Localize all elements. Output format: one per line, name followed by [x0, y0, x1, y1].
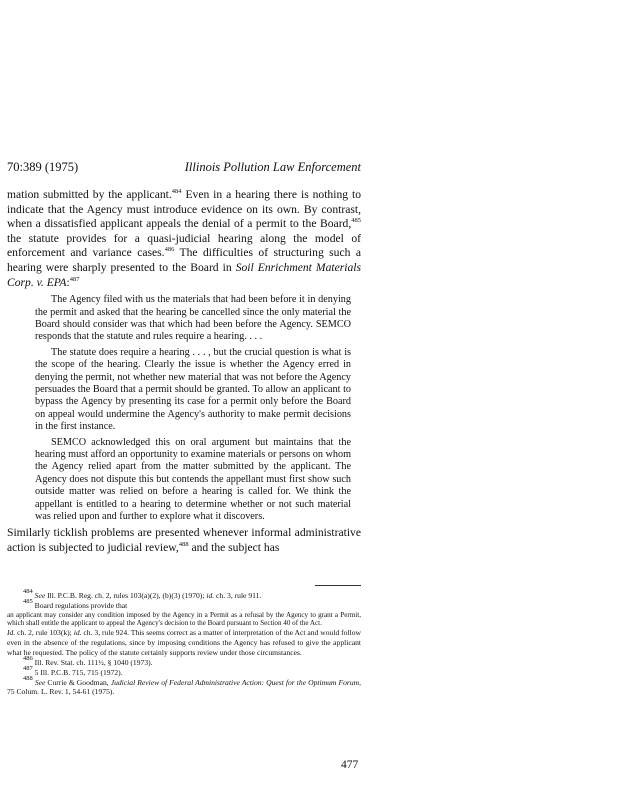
page-number: 477 — [341, 759, 359, 771]
quote-paragraph-2: The statute does require a hearing . . . , but the crucial question is what is the scope of the hearing. Clearly the issue is whether the Agency erred in denying the permit, not whether new material that was not before the Agency persuades the Board that a permit should be granted. To allow an applicant to bypass the Agency by presenting its case for a permit only before the Board on appeal would undermine the Agency's authority to make permit decisions in the first instance. — [35, 346, 351, 433]
footnote-488: $^{488}$ See Currie & Goodman, Judicial Review of Federal Administrative Action: Quest for the Optimum Forum, 75 Colum. L. Rev. 1, 54-61 (1975). — [7, 674, 362, 697]
paragraph-1: mation submitted by the applicant.$^{484}$ Even in a hearing there is nothing to indicate that the Agency must introduce evidence on its own. By contrast, when a dissatisfied applicant appeals the denial of a permit to the Board,$^{485}$ the statute provides for a quasi-judicial hearing along the model of enforcement and variance cases.$^{486}$ The difficulties of structuring such a hearing were sharply presented to the Board in Soil Enrichment Materials Corp. v. EPA:$^{487}$ — [7, 188, 361, 289]
footnote-485: $^{485}$ Board regulations provide that — [23, 597, 128, 610]
footnote-ref: 485 — [351, 217, 361, 225]
citation-header: 70:389 (1975) — [7, 160, 79, 174]
main-text — [7, 188, 361, 556]
footnote-485-continued: Id. ch. 2, rule 103(k); id. ch. 3, rule 924. This seems correct as a matter of interpretation of the Act and would follow even in the absence of the regulations, since by imposing conditions the Agency has refused to give the applicant what he requested. The policy of the statute certainly supports review under those circumstances. — [7, 628, 361, 657]
block-quote — [35, 294, 351, 523]
footnote-divider — [315, 585, 361, 586]
footnote-485-quote: an applicant may consider any condition imposed by the Agency in a Permit as a refusal by the Agency to grant a Permit, which shall entitle the applicant to appeal the Agency's decision to the Board pursuant to Section 40 of the Act. — [7, 610, 361, 628]
case-name: Soil Enrichment Materials Corp. v. EPA — [7, 260, 361, 289]
footnote-ref: 488 — [178, 541, 189, 549]
running-header — [7, 160, 361, 174]
quote-paragraph-1: The Agency filed with us the materials that had been before it in denying the permit and asked that the hearing be cancelled since the only material the Board should consider was that which had been before the Agency. SEMCO responds that the statute and rules require a hearing. . . . — [35, 294, 351, 343]
article-title-header: Illinois Pollution Law Enforcement — [184, 160, 361, 174]
footnote-486: $^{486}$ Ill. Rev. Stat. ch. 111½, § 1040 (1973). — [23, 654, 153, 667]
paragraph-2: Similarly ticklish problems are presented whenever informal administrative action is subjected to judicial review,$^{488}$ and the subject has — [7, 526, 361, 555]
footnote-ref: 486 — [164, 246, 175, 254]
footnote-484: $^{484}$ See Ill. P.C.B. Reg. ch. 2, rules 103(a)(2), (b)(3) (1970); id. ch. 3, rule 911. — [23, 588, 262, 600]
quote-paragraph-3: SEMCO acknowledged this on oral argument but maintains that the hearing must afford an opportunity to examine materials or persons on whom the Agency relied apart from the matter submitted by the applicant. The Agency does not dispute this but contends the appellant must first show such outside matter was relied on before a hearing is called for. We think the appellant is entitled to a hearing to determine whether or not such material was relied upon and further to explore what it discovers. — [35, 436, 351, 523]
footnote-487: $^{487}$ 5 Ill. P.C.B. 715, 715 (1972). — [23, 664, 123, 677]
footnotes — [7, 588, 362, 697]
footnote-ref: 484 — [171, 188, 182, 195]
footnote-ref: 487 — [69, 275, 80, 283]
